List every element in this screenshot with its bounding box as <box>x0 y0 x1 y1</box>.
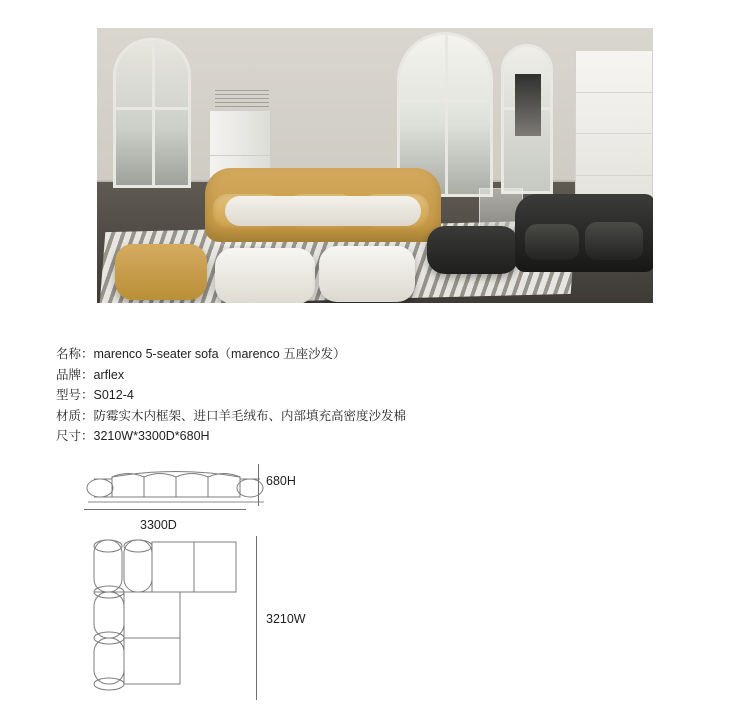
spec-name: 名称：marenco 5-seater sofa（marenco 五座沙发） <box>56 347 346 361</box>
product-spec-list <box>56 344 406 447</box>
wall-artwork <box>515 74 541 136</box>
dark-floor-cushion <box>427 226 519 274</box>
height-dimension-line <box>258 464 259 506</box>
depth-dimension-label: 3300D <box>140 518 177 532</box>
product-hero-image <box>97 28 653 303</box>
spec-size: 尺寸：3210W*3300D*680H <box>56 429 210 443</box>
plan-view-drawing <box>84 532 254 702</box>
arched-window-left-icon <box>113 38 191 188</box>
depth-dimension-line <box>84 509 246 510</box>
dark-leather-sofa <box>515 194 653 272</box>
white-back-cushions <box>225 196 421 226</box>
white-floor-cushion-1 <box>215 248 315 303</box>
tan-floor-cushion <box>115 244 207 300</box>
spec-brand: 品牌：arflex <box>56 367 125 382</box>
front-elevation-drawing <box>84 462 268 506</box>
width-dimension-label: 3210W <box>266 612 306 626</box>
spec-material: 材质：防霉实木内框架、进口羊毛绒布、内部填充高密度沙发棉 <box>56 408 407 423</box>
width-dimension-line <box>256 536 257 700</box>
spec-model: 型号：S012-4 <box>56 388 134 402</box>
white-floor-cushion-2 <box>319 246 415 302</box>
white-shelving-unit <box>575 50 653 218</box>
height-dimension-label: 680H <box>266 474 296 488</box>
